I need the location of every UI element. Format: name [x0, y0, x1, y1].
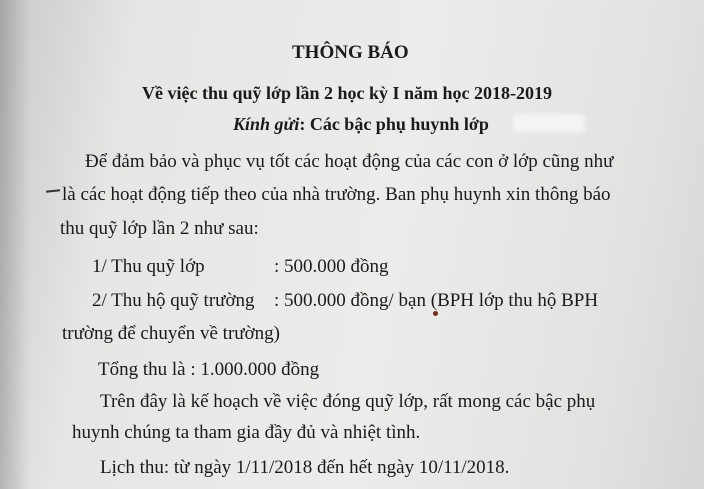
item-2-value: : 500.000 đồng/ bạn (BPH lớp thu hộ BPH: [274, 290, 599, 311]
body-line-3: thu quỹ lớp lần 2 như sau:: [60, 218, 259, 239]
item-2-continuation: trường để chuyển về trường): [62, 323, 280, 344]
body-line-1: Để đảm bảo và phục vụ tốt các hoạt động của các con ở lớp cũng như: [85, 151, 614, 172]
greeting-line: [233, 113, 489, 135]
item-1-label: 1/ Thu quỹ lớp: [92, 256, 205, 277]
total-line: Tổng thu là : 1.000.000 đồng: [98, 359, 320, 380]
notice-subtitle: Về việc thu quỹ lớp lần 2 học kỳ I năm học 2018-2019: [142, 83, 553, 103]
redacted-class-name: [513, 114, 585, 132]
greeting-rest: : Các bậc phụ huynh lớp: [299, 114, 489, 134]
closing-line-1: Trên đây là kế hoạch về việc đóng quỹ lớp, rất mong các bậc phụ: [100, 391, 596, 412]
closing-line-2: huynh chúng ta tham gia đầy đủ và nhiệt tình.: [72, 422, 421, 443]
body-line-2: là các hoạt động tiếp theo của nhà trường. Ban phụ huynh xin thông báo: [62, 184, 611, 205]
item-2-label: 2/ Thu hộ quỹ trường: [92, 290, 255, 311]
greeting-prefix: Kính gửi: [233, 114, 300, 134]
paper-edge-shadow: [0, 0, 30, 489]
ink-dot: [433, 311, 438, 316]
schedule-line: Lịch thu: từ ngày 1/11/2018 đến hết ngày 10/11/2018.: [100, 457, 510, 478]
notice-title: THÔNG BÁO: [292, 42, 409, 63]
pen-mark: [46, 189, 60, 192]
item-1-value: : 500.000 đồng: [274, 256, 389, 277]
